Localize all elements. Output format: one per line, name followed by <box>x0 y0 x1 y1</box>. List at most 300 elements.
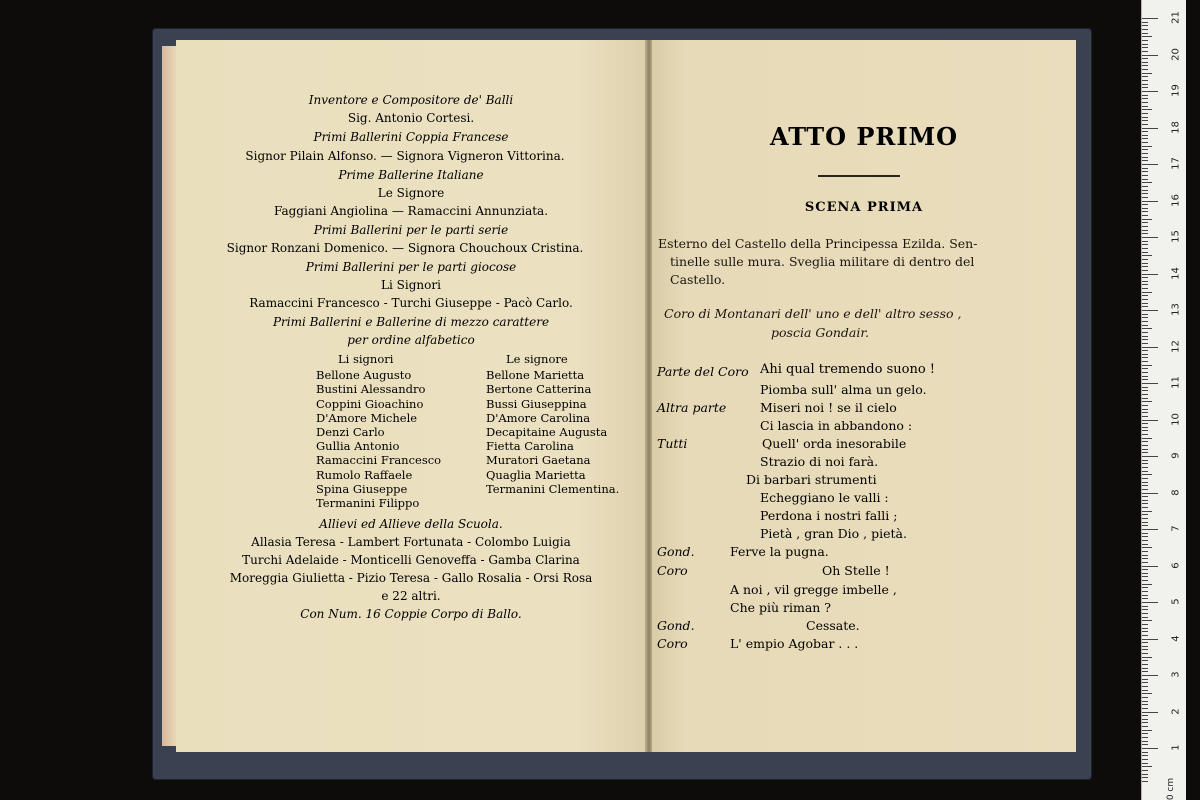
ruler-minor-tick <box>1142 226 1148 227</box>
ruler-minor-tick <box>1142 536 1148 537</box>
ruler-minor-tick <box>1142 343 1148 344</box>
verse-line: Strazio di noi farà. <box>760 454 879 469</box>
ruler-minor-tick <box>1142 624 1148 625</box>
ruler-minor-tick <box>1142 186 1148 187</box>
ruler-number: 1 <box>1170 744 1182 751</box>
ruler-major-tick <box>1142 55 1158 56</box>
left-page-line: Primi Ballerini e Ballerine di mezzo carattere <box>272 315 550 329</box>
ruler-half-tick <box>1142 693 1152 694</box>
left-page-line: Li Signori <box>381 278 441 292</box>
speaker-label: Coro <box>657 636 688 651</box>
verse-line: Ferve la pugna. <box>730 544 829 559</box>
ruler-number: 11 <box>1170 376 1182 389</box>
ruler-major-tick <box>1142 274 1158 275</box>
ruler-minor-tick <box>1142 460 1148 461</box>
male-dancer-name: Rumolo Raffaele <box>316 467 413 482</box>
ruler-minor-tick <box>1142 412 1148 413</box>
ruler-minor-tick <box>1142 193 1148 194</box>
ruler-minor-tick <box>1142 149 1148 150</box>
ruler-number: 8 <box>1170 488 1182 496</box>
verse-line: Oh Stelle ! <box>822 563 890 578</box>
measuring-ruler <box>1141 0 1186 800</box>
ruler-minor-tick <box>1142 211 1148 212</box>
ruler-minor-tick <box>1142 606 1148 607</box>
ruler-minor-tick <box>1142 190 1148 191</box>
ruler-minor-tick <box>1142 95 1148 96</box>
ruler-number: 21 <box>1170 11 1182 24</box>
title-rule <box>818 175 900 177</box>
female-dancer-name: Quaglia Marietta <box>486 467 586 482</box>
ruler-half-tick <box>1142 401 1152 402</box>
ruler-major-tick <box>1142 748 1158 749</box>
ruler-minor-tick <box>1142 580 1148 581</box>
ruler-minor-tick <box>1142 288 1148 289</box>
male-dancer-name: Bustini Alessandro <box>316 382 426 397</box>
ruler-minor-tick <box>1142 770 1148 771</box>
ruler-minor-tick <box>1142 409 1148 410</box>
ruler-minor-tick <box>1142 113 1148 114</box>
ruler-minor-tick <box>1142 763 1148 764</box>
female-dancer-name: D'Amore Carolina <box>486 410 591 425</box>
ruler-minor-tick <box>1142 591 1148 592</box>
ruler-minor-tick <box>1142 252 1148 253</box>
ruler-minor-tick <box>1142 314 1148 315</box>
ruler-minor-tick <box>1142 430 1148 431</box>
ruler-minor-tick <box>1142 489 1148 490</box>
ruler-minor-tick <box>1142 263 1148 264</box>
ruler-minor-tick <box>1142 390 1148 391</box>
ruler-half-tick <box>1142 73 1152 74</box>
ruler-number: 18 <box>1170 120 1182 134</box>
ruler-major-tick <box>1142 639 1158 640</box>
ruler-minor-tick <box>1142 241 1148 242</box>
ruler-minor-tick <box>1142 719 1148 720</box>
ruler-minor-tick <box>1142 29 1148 30</box>
ruler-minor-tick <box>1142 427 1148 428</box>
ruler-minor-tick <box>1142 416 1148 417</box>
ruler-minor-tick <box>1142 277 1148 278</box>
speaker-label: Altra parte <box>657 400 727 415</box>
description-line: Esterno del Castello della Principessa Ezilda. Sen- <box>658 236 978 251</box>
verse-line: Miseri noi ! se il cielo <box>760 400 897 415</box>
ruler-minor-tick <box>1142 671 1148 672</box>
ruler-minor-tick <box>1142 51 1148 52</box>
ruler-minor-tick <box>1142 482 1148 483</box>
ruler-minor-tick <box>1142 244 1148 245</box>
male-dancer-name: Termanini Filippo <box>316 496 420 511</box>
ruler-major-tick <box>1142 675 1158 676</box>
ruler-minor-tick <box>1142 25 1148 26</box>
ruler-minor-tick <box>1142 752 1148 753</box>
verse-line: Ahi qual tremendo suono ! <box>760 362 936 377</box>
left-page-line: Signor Ronzani Domenico. — Signora Chouchoux Cristina. <box>226 241 584 255</box>
ruler-minor-tick <box>1142 84 1148 85</box>
ruler-minor-tick <box>1142 387 1148 388</box>
ruler-minor-tick <box>1142 500 1148 501</box>
female-dancer-name: Muratori Gaetana <box>486 453 591 468</box>
ruler-minor-tick <box>1142 62 1148 63</box>
ruler-minor-tick <box>1142 317 1148 318</box>
ruler-minor-tick <box>1142 117 1148 118</box>
ruler-minor-tick <box>1142 733 1148 734</box>
ruler-minor-tick <box>1142 668 1148 669</box>
ruler-minor-tick <box>1142 755 1148 756</box>
speaker-label: Parte del Coro <box>657 364 749 379</box>
ruler-minor-tick <box>1142 270 1148 271</box>
ruler-minor-tick <box>1142 120 1148 121</box>
ruler-minor-tick <box>1142 628 1148 629</box>
speaker-label: Tutti <box>657 436 688 451</box>
ruler-number: 12 <box>1170 339 1182 353</box>
ruler-minor-tick <box>1142 573 1148 574</box>
ruler-minor-tick <box>1142 576 1148 577</box>
ruler-minor-tick <box>1142 598 1148 599</box>
male-dancer-name: Gullia Antonio <box>316 439 400 454</box>
male-dancer-name: Denzi Carlo <box>316 425 385 440</box>
left-footer-line: Allasia Teresa - Lambert Fortunata - Colombo Luigia <box>251 535 571 549</box>
left-page-line: Primi Ballerini Coppia Francese <box>313 130 509 144</box>
ruler-major-tick <box>1142 347 1158 348</box>
ruler-half-tick <box>1142 657 1152 658</box>
ruler-minor-tick <box>1142 525 1148 526</box>
ruler-half-tick <box>1142 292 1152 293</box>
female-dancers-column <box>486 352 619 496</box>
ruler-minor-tick <box>1142 106 1148 107</box>
ruler-half-tick <box>1142 36 1152 37</box>
ruler-minor-tick <box>1142 47 1148 48</box>
ruler-minor-tick <box>1142 697 1148 698</box>
ruler-minor-tick <box>1142 233 1148 234</box>
ruler-minor-tick <box>1142 635 1148 636</box>
left-page-line: Prime Ballerine Italiane <box>338 168 484 182</box>
ruler-half-tick <box>1142 474 1152 475</box>
description-line: Castello. <box>670 272 726 287</box>
ruler-minor-tick <box>1142 569 1148 570</box>
ruler-minor-tick <box>1142 708 1148 709</box>
ruler-minor-tick <box>1142 69 1148 70</box>
verse-line: Echeggiano le valli : <box>760 490 889 505</box>
ruler-number: 2 <box>1170 707 1182 715</box>
ruler-minor-tick <box>1142 434 1148 435</box>
ruler-minor-tick <box>1142 540 1148 541</box>
ruler-minor-tick <box>1142 562 1148 563</box>
ruler-half-tick <box>1142 766 1152 767</box>
ruler-minor-tick <box>1142 102 1148 103</box>
ruler-minor-tick <box>1142 642 1148 643</box>
female-dancer-name: Termanini Clementina. <box>486 481 620 496</box>
verse-line: A noi , vil gregge imbelle , <box>730 582 897 597</box>
ruler-minor-tick <box>1142 777 1148 778</box>
ruler-minor-tick <box>1142 354 1148 355</box>
ruler-major-tick <box>1142 529 1158 530</box>
ruler-minor-tick <box>1142 142 1148 143</box>
ruler-minor-tick <box>1142 595 1148 596</box>
verse-line: L' empio Agobar . . . <box>730 636 859 651</box>
left-page-line: Primi Ballerini per le parti giocose <box>305 260 517 274</box>
ruler-half-tick <box>1142 219 1152 220</box>
ruler-minor-tick <box>1142 613 1148 614</box>
ruler-minor-tick <box>1142 179 1148 180</box>
ruler-minor-tick <box>1142 463 1148 464</box>
male-dancer-name: Bellone Augusto <box>316 368 412 383</box>
ruler-minor-tick <box>1142 157 1148 158</box>
column-header: Li signori <box>338 352 394 366</box>
ruler-major-tick <box>1142 383 1158 384</box>
scene-title: SCENA PRIMA <box>804 200 924 215</box>
female-dancer-name: Bussi Giuseppina <box>486 396 587 411</box>
male-dancer-name: Ramaccini Francesco <box>316 453 442 468</box>
ruler-minor-tick <box>1142 759 1148 760</box>
ruler-minor-tick <box>1142 168 1148 169</box>
ruler-minor-tick <box>1142 507 1148 508</box>
ruler-minor-tick <box>1142 266 1148 267</box>
ruler-minor-tick <box>1142 138 1148 139</box>
ruler-major-tick <box>1142 602 1158 603</box>
ruler-minor-tick <box>1142 544 1148 545</box>
ruler-minor-tick <box>1142 423 1148 424</box>
ruler-number: 19 <box>1170 84 1182 97</box>
ruler-minor-tick <box>1142 701 1148 702</box>
ruler-minor-tick <box>1142 555 1148 556</box>
ruler-number: 16 <box>1170 193 1182 207</box>
ruler-minor-tick <box>1142 441 1148 442</box>
ruler-number: 7 <box>1170 525 1182 532</box>
male-dancers-column <box>316 352 441 510</box>
ruler-minor-tick <box>1142 558 1148 559</box>
ruler-minor-tick <box>1142 135 1148 136</box>
ruler-minor-tick <box>1142 325 1148 326</box>
left-footer-line: Turchi Adelaide - Monticelli Genoveffa - Gamba Clarina <box>242 553 580 567</box>
ruler-minor-tick <box>1142 722 1148 723</box>
ruler-number: 20 <box>1170 47 1182 61</box>
ruler-minor-tick <box>1142 336 1148 337</box>
ruler-number: 3 <box>1170 671 1182 678</box>
left-page-line: Faggiani Angiolina — Ramaccini Annunziata. <box>273 204 549 218</box>
ruler-minor-tick <box>1142 726 1148 727</box>
ruler-minor-tick <box>1142 160 1148 161</box>
ruler-major-tick <box>1142 201 1158 202</box>
ruler-minor-tick <box>1142 153 1148 154</box>
ruler-minor-tick <box>1142 281 1148 282</box>
ruler-minor-tick <box>1142 372 1148 373</box>
left-page-line: Sig. Antonio Cortesi. <box>347 111 475 125</box>
ruler-minor-tick <box>1142 230 1148 231</box>
ruler-minor-tick <box>1142 533 1148 534</box>
ruler-major-tick <box>1142 128 1158 129</box>
ruler-minor-tick <box>1142 445 1148 446</box>
left-page-line: Inventore e Compositore de' Balli <box>308 93 514 107</box>
male-dancer-name: Spina Giuseppe <box>316 481 408 496</box>
ruler-major-tick <box>1142 310 1158 311</box>
ruler-unit: 0 cm <box>1166 777 1177 800</box>
ruler-minor-tick <box>1142 518 1148 519</box>
ruler-major-tick <box>1142 164 1158 165</box>
ruler-number: 15 <box>1170 230 1182 243</box>
speaker-label: Gond. <box>657 544 695 559</box>
left-footer-line: e 22 altri. <box>381 589 441 603</box>
ruler-minor-tick <box>1142 339 1148 340</box>
ruler-major-tick <box>1142 712 1158 713</box>
ruler-minor-tick <box>1142 741 1148 742</box>
ruler-minor-tick <box>1142 357 1148 358</box>
ruler-number: 13 <box>1170 303 1182 316</box>
ruler-minor-tick <box>1142 175 1148 176</box>
verse-line: Di barbari strumenti <box>746 472 877 487</box>
ruler-minor-tick <box>1142 321 1148 322</box>
ruler-minor-tick <box>1142 40 1148 41</box>
ruler-minor-tick <box>1142 679 1148 680</box>
ruler-number: 14 <box>1170 266 1182 280</box>
chorus-note-line: Coro di Montanari dell' uno e dell' altro sesso , <box>664 306 962 321</box>
ruler-number: 6 <box>1170 561 1182 569</box>
ruler-minor-tick <box>1142 98 1148 99</box>
ruler-minor-tick <box>1142 744 1148 745</box>
ruler-half-tick <box>1142 255 1152 256</box>
female-dancer-name: Bertone Catterina <box>486 382 592 397</box>
ruler-minor-tick <box>1142 551 1148 552</box>
ruler-minor-tick <box>1142 379 1148 380</box>
ruler-minor-tick <box>1142 284 1148 285</box>
ruler-minor-tick <box>1142 394 1148 395</box>
left-page-line: Primi Ballerini per le parti serie <box>313 223 509 237</box>
ruler-minor-tick <box>1142 299 1148 300</box>
ruler-minor-tick <box>1142 737 1148 738</box>
ruler-minor-tick <box>1142 503 1148 504</box>
ruler-minor-tick <box>1142 664 1148 665</box>
ruler-half-tick <box>1142 511 1152 512</box>
ruler-minor-tick <box>1142 398 1148 399</box>
ruler-minor-tick <box>1142 690 1148 691</box>
ruler-minor-tick <box>1142 631 1148 632</box>
ruler-minor-tick <box>1142 44 1148 45</box>
ruler-minor-tick <box>1142 405 1148 406</box>
left-footer-line: Allievi ed Allieve della Scuola. <box>319 517 503 531</box>
ruler-major-tick <box>1142 18 1158 19</box>
ruler-minor-tick <box>1142 686 1148 687</box>
ruler-major-tick <box>1142 91 1158 92</box>
chorus-note-line: poscia Gondair. <box>771 325 869 340</box>
ruler-number: 5 <box>1170 598 1182 605</box>
speaker-label: Gond. <box>657 618 695 633</box>
ruler-minor-tick <box>1142 781 1148 782</box>
female-dancer-name: Decapitaine Augusta <box>486 425 608 440</box>
ruler-minor-tick <box>1142 496 1148 497</box>
ruler-major-tick <box>1142 456 1158 457</box>
ruler-minor-tick <box>1142 124 1148 125</box>
verse-line: Ci lascia in abbandono : <box>760 418 913 433</box>
ruler-minor-tick <box>1142 22 1148 23</box>
left-footer-line: Moreggia Giulietta - Pizio Teresa - Gallo Rosalia - Orsi Rosa <box>229 571 593 585</box>
ruler-minor-tick <box>1142 653 1148 654</box>
ruler-minor-tick <box>1142 646 1148 647</box>
verse-line: Pietà , gran Dio , pietà. <box>760 526 907 541</box>
act-title: ATTO PRIMO <box>769 122 959 151</box>
ruler-minor-tick <box>1142 587 1148 588</box>
ruler-minor-tick <box>1142 609 1148 610</box>
ruler-half-tick <box>1142 109 1152 110</box>
ruler-minor-tick <box>1142 774 1148 775</box>
description-line: tinelle sulle mura. Sveglia militare di dentro del <box>670 254 975 269</box>
ruler-minor-tick <box>1142 65 1148 66</box>
ruler-minor-tick <box>1142 303 1148 304</box>
ruler-half-tick <box>1142 730 1152 731</box>
ruler-minor-tick <box>1142 80 1148 81</box>
speaker-label: Coro <box>657 563 688 578</box>
ruler-half-tick <box>1142 438 1152 439</box>
ruler-minor-tick <box>1142 617 1148 618</box>
left-page-line: per ordine alfabetico <box>347 333 475 347</box>
ruler-minor-tick <box>1142 361 1148 362</box>
male-dancer-name: Coppini Gioachino <box>316 396 424 411</box>
ruler-minor-tick <box>1142 452 1148 453</box>
ruler-minor-tick <box>1142 248 1148 249</box>
ruler-minor-tick <box>1142 715 1148 716</box>
ruler-minor-tick <box>1142 76 1148 77</box>
verse-line: Cessate. <box>806 618 860 633</box>
ruler-minor-tick <box>1142 376 1148 377</box>
ruler-minor-tick <box>1142 58 1148 59</box>
ruler-number: 9 <box>1170 452 1182 459</box>
ruler-half-tick <box>1142 365 1152 366</box>
left-page-line: Signor Pilain Alfonso. — Signora Vigneron Vittorina. <box>245 149 565 163</box>
ruler-half-tick <box>1142 146 1152 147</box>
ruler-half-tick <box>1142 547 1152 548</box>
ruler-minor-tick <box>1142 295 1148 296</box>
verse-line: Che più riman ? <box>730 600 832 615</box>
ruler-minor-tick <box>1142 332 1148 333</box>
ruler-half-tick <box>1142 620 1152 621</box>
left-page-line: Ramaccini Francesco - Turchi Giuseppe - Pacò Carlo. <box>249 296 573 310</box>
ruler-number: 17 <box>1170 157 1182 170</box>
ruler-minor-tick <box>1142 350 1148 351</box>
ruler-major-tick <box>1142 237 1158 238</box>
female-dancer-name: Fietta Carolina <box>486 439 574 454</box>
ruler-minor-tick <box>1142 306 1148 307</box>
ruler-minor-tick <box>1142 208 1148 209</box>
ruler-minor-tick <box>1142 660 1148 661</box>
ruler-minor-tick <box>1142 33 1148 34</box>
ruler-minor-tick <box>1142 171 1148 172</box>
ruler-minor-tick <box>1142 197 1148 198</box>
ruler-half-tick <box>1142 584 1152 585</box>
ruler-minor-tick <box>1142 204 1148 205</box>
ruler-major-tick <box>1142 493 1158 494</box>
ruler-minor-tick <box>1142 514 1148 515</box>
ruler-half-tick <box>1142 328 1152 329</box>
ruler-minor-tick <box>1142 467 1148 468</box>
verse-line: Perdona i nostri falli ; <box>760 508 898 523</box>
verse-line: Quell' orda inesorabile <box>762 436 907 451</box>
ruler-major-tick <box>1142 420 1158 421</box>
verse-line: Piomba sull' alma un gelo. <box>760 382 927 397</box>
ruler-minor-tick <box>1142 449 1148 450</box>
left-footer-line: Con Num. 16 Coppie Corpo di Ballo. <box>300 607 522 621</box>
ruler-minor-tick <box>1142 131 1148 132</box>
ruler-half-tick <box>1142 182 1152 183</box>
ruler-minor-tick <box>1142 704 1148 705</box>
ruler-number: 4 <box>1170 634 1182 642</box>
ruler-major-tick <box>1142 566 1158 567</box>
left-page-line: Le Signore <box>377 186 445 200</box>
ruler-minor-tick <box>1142 649 1148 650</box>
ruler-minor-tick <box>1142 215 1148 216</box>
ruler-minor-tick <box>1142 682 1148 683</box>
ruler-number: 10 <box>1170 412 1182 426</box>
female-dancer-name: Bellone Marietta <box>486 368 585 383</box>
ruler-minor-tick <box>1142 522 1148 523</box>
ruler-minor-tick <box>1142 87 1148 88</box>
ruler-minor-tick <box>1142 471 1148 472</box>
